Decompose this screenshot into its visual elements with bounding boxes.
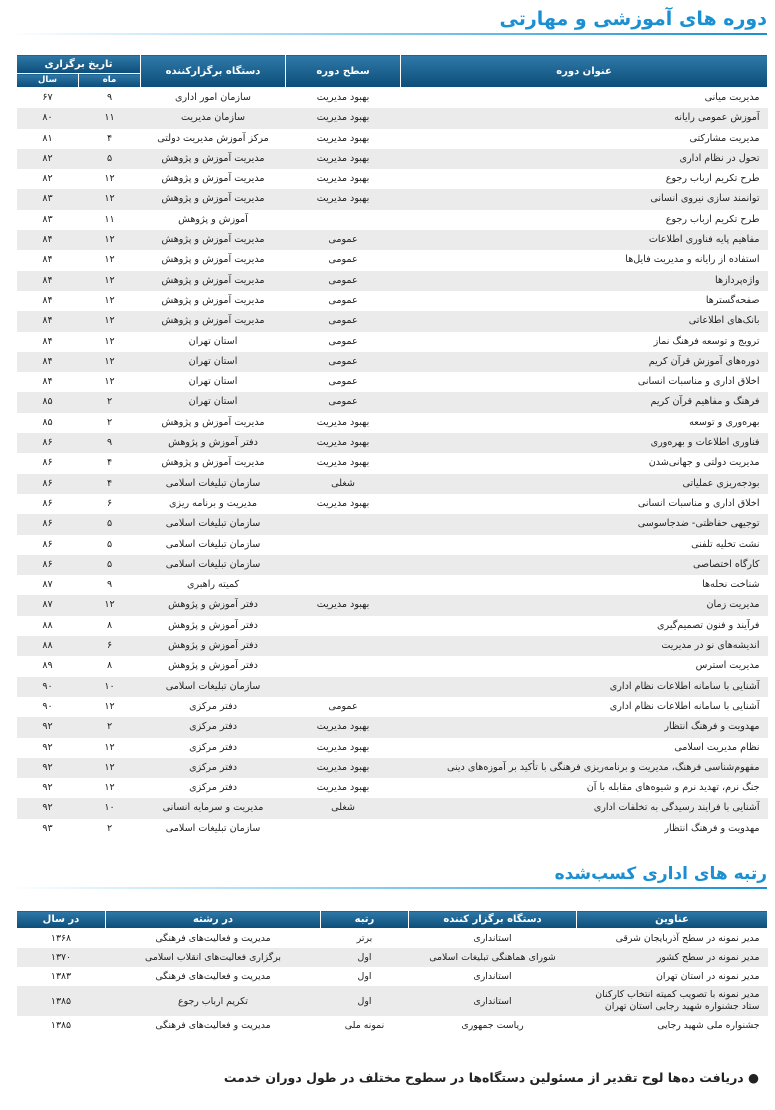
month-cell: ۱۲ — [79, 189, 141, 209]
table-row — [17, 514, 768, 534]
organizer-cell: سازمان تبلیغات اسلامی — [141, 555, 286, 575]
level-cell: عمومی — [286, 372, 401, 392]
course-title-cell: آموزش عمومی رایانه — [401, 108, 768, 128]
level-cell: بهبود مدیریت — [286, 88, 401, 109]
month-cell: ۴ — [79, 129, 141, 149]
year-cell: ۶۷ — [17, 88, 79, 109]
level-cell: بهبود مدیریت — [286, 738, 401, 758]
organizer-cell: مدیریت و برنامه ریزی — [141, 494, 286, 514]
organizer-cell: مدیریت آموزش و پژوهش — [141, 149, 286, 169]
rank-organizer-cell: استانداری — [409, 967, 577, 986]
course-title-cell: مهدویت و فرهنگ انتظار — [401, 819, 768, 839]
level-cell — [286, 656, 401, 676]
year-cell: ۸۴ — [17, 372, 79, 392]
course-title-cell: آشنایی با سامانه اطلاعات نظام اداری — [401, 677, 768, 697]
level-cell: عمومی — [286, 311, 401, 331]
course-title-cell: واژه‌پردازها — [401, 271, 768, 291]
year-cell: ۸۴ — [17, 332, 79, 352]
month-cell: ۲ — [79, 819, 141, 839]
table-row — [17, 595, 768, 615]
year-cell: ۸۷ — [17, 575, 79, 595]
rank-title-cell: مدیر نمونه با تصویب کمیته انتخاب کارکنان ستاد جشنواره شهید رجایی استان تهران — [577, 986, 768, 1016]
level-cell: بهبود مدیریت — [286, 108, 401, 128]
year-cell: ۸۴ — [17, 250, 79, 270]
month-cell: ۲ — [79, 392, 141, 412]
table-row — [17, 929, 768, 949]
month-cell: ۴ — [79, 453, 141, 473]
course-title-cell: آشنایی با سامانه اطلاعات نظام اداری — [401, 697, 768, 717]
level-cell: بهبود مدیریت — [286, 758, 401, 778]
month-cell: ۱۱ — [79, 210, 141, 230]
year-cell: ۸۷ — [17, 595, 79, 615]
year-cell: ۸۳ — [17, 210, 79, 230]
month-cell: ۴ — [79, 474, 141, 494]
month-cell: ۱۲ — [79, 311, 141, 331]
month-cell: ۲ — [79, 413, 141, 433]
table-row — [17, 535, 768, 555]
course-title-cell: طرح تکریم ارباب رجوع — [401, 169, 768, 189]
month-cell: ۵ — [79, 514, 141, 534]
course-title-cell: دوره‌های آموزش قرآن کریم — [401, 352, 768, 372]
table-row — [17, 311, 768, 331]
table-row — [17, 474, 768, 494]
year-cell: ۸۵ — [17, 413, 79, 433]
courses-table — [16, 54, 768, 839]
level-cell: بهبود مدیریت — [286, 413, 401, 433]
level-cell — [286, 210, 401, 230]
course-title-cell: توانمند سازی نیروی انسانی — [401, 189, 768, 209]
level-cell: بهبود مدیریت — [286, 129, 401, 149]
rank-cell: اول — [321, 948, 409, 967]
course-title-cell: مدیریت میانی — [401, 88, 768, 109]
month-cell: ۵ — [79, 149, 141, 169]
rank-organizer-cell: استانداری — [409, 986, 577, 1016]
organizer-cell: سازمان مدیریت — [141, 108, 286, 128]
table-row — [17, 129, 768, 149]
table-row — [17, 332, 768, 352]
course-title-cell: مفهوم‌شناسی فرهنگ، مدیریت و برنامه‌ریزی فرهنگی با تأکید بر آموزه‌های دینی — [401, 758, 768, 778]
level-cell: بهبود مدیریت — [286, 494, 401, 514]
level-cell — [286, 555, 401, 575]
organizer-cell: سازمان تبلیغات اسلامی — [141, 677, 286, 697]
section-courses-title: دوره های آموزشی و مهارتی — [499, 8, 767, 30]
table-row — [17, 88, 768, 109]
month-cell: ۱۲ — [79, 169, 141, 189]
month-cell: ۱۲ — [79, 595, 141, 615]
year-cell: ۸۶ — [17, 514, 79, 534]
year-cell: ۸۰ — [17, 108, 79, 128]
month-cell: ۱۲ — [79, 778, 141, 798]
year-cell: ۹۲ — [17, 717, 79, 737]
level-cell — [286, 819, 401, 839]
level-cell: عمومی — [286, 392, 401, 412]
organizer-cell: مدیریت آموزش و پژوهش — [141, 189, 286, 209]
course-title-cell: توجیهی حفاظتی- ضدجاسوسی — [401, 514, 768, 534]
level-cell: عمومی — [286, 352, 401, 372]
month-cell: ۵ — [79, 535, 141, 555]
course-title-cell: کارگاه اختصاصی — [401, 555, 768, 575]
rank-title-cell: جشنواره ملی شهید رجایی — [577, 1016, 768, 1035]
course-title-cell: مدیریت دولتی و جهانی‌شدن — [401, 453, 768, 473]
course-title-cell: بهره‌وری و توسعه — [401, 413, 768, 433]
year-cell: ۹۲ — [17, 758, 79, 778]
year-cell: ۸۲ — [17, 149, 79, 169]
organizer-cell: استان تهران — [141, 352, 286, 372]
rank-cell: برتر — [321, 929, 409, 949]
section-courses-divider — [8, 33, 767, 35]
organizer-cell: آموزش و پژوهش — [141, 210, 286, 230]
organizer-cell: دفتر آموزش و پژوهش — [141, 636, 286, 656]
header-date-group: تاریخ برگزاری — [17, 55, 141, 74]
course-title-cell: مدیریت مشارکتی — [401, 129, 768, 149]
level-cell — [286, 535, 401, 555]
year-cell: ۸۸ — [17, 616, 79, 636]
table-row — [17, 453, 768, 473]
course-title-cell: ترویج و توسعه فرهنگ نماز — [401, 332, 768, 352]
course-title-cell: مدیریت استرس — [401, 656, 768, 676]
year-cell: ۸۲ — [17, 169, 79, 189]
level-cell: عمومی — [286, 697, 401, 717]
year-cell: ۸۹ — [17, 656, 79, 676]
organizer-cell: دفتر آموزش و پژوهش — [141, 595, 286, 615]
month-cell: ۱۲ — [79, 250, 141, 270]
level-cell — [286, 616, 401, 636]
section-ranks-title: رتبه های اداری کسب‌شده — [554, 864, 767, 884]
year-cell: ۹۲ — [17, 798, 79, 818]
table-row — [17, 271, 768, 291]
organizer-cell: مدیریت آموزش و پژوهش — [141, 271, 286, 291]
table-row — [17, 413, 768, 433]
year-cell: ۸۶ — [17, 453, 79, 473]
level-cell: بهبود مدیریت — [286, 595, 401, 615]
table-row — [17, 250, 768, 270]
organizer-cell: دفتر مرکزی — [141, 778, 286, 798]
course-title-cell: مفاهیم پایه فناوری اطلاعات — [401, 230, 768, 250]
organizer-cell: سازمان تبلیغات اسلامی — [141, 474, 286, 494]
month-cell: ۸ — [79, 616, 141, 636]
table-row — [17, 433, 768, 453]
year-cell: ۸۴ — [17, 311, 79, 331]
organizer-cell: سازمان تبلیغات اسلامی — [141, 819, 286, 839]
course-title-cell: اخلاق اداری و مناسبات انسانی — [401, 494, 768, 514]
level-cell: عمومی — [286, 230, 401, 250]
course-title-cell: اخلاق اداری و مناسبات انسانی — [401, 372, 768, 392]
rank-cell: اول — [321, 986, 409, 1016]
organizer-cell: مدیریت آموزش و پژوهش — [141, 453, 286, 473]
organizer-cell: سازمان تبلیغات اسلامی — [141, 514, 286, 534]
field-cell: برگزاری فعالیت‌های انقلاب اسلامی — [106, 948, 321, 967]
rank-year-cell: ۱۳۸۵ — [17, 986, 106, 1016]
rank-title-cell: مدیر نمونه در سطح کشور — [577, 948, 768, 967]
year-cell: ۸۶ — [17, 555, 79, 575]
header-titles: عناوین — [577, 911, 768, 929]
month-cell: ۶ — [79, 636, 141, 656]
organizer-cell: استان تهران — [141, 372, 286, 392]
month-cell: ۱۲ — [79, 758, 141, 778]
table-row — [17, 819, 768, 839]
table-row — [17, 210, 768, 230]
rank-cell: نمونه ملی — [321, 1016, 409, 1035]
year-cell: ۸۴ — [17, 352, 79, 372]
header-rank: رتبه — [321, 911, 409, 929]
commendations-bullet — [16, 1070, 759, 1085]
table-row — [17, 372, 768, 392]
year-cell: ۸۴ — [17, 230, 79, 250]
table-row — [17, 494, 768, 514]
table-row — [17, 948, 768, 967]
organizer-cell: استان تهران — [141, 332, 286, 352]
course-title-cell: اندیشه‌های نو در مدیریت — [401, 636, 768, 656]
rank-year-cell: ۱۳۸۵ — [17, 1016, 106, 1035]
month-cell: ۱۲ — [79, 738, 141, 758]
course-title-cell: آشنایی با فرایند رسیدگی به تخلفات اداری — [401, 798, 768, 818]
organizer-cell: مدیریت آموزش و پژوهش — [141, 413, 286, 433]
organizer-cell: دفتر آموزش و پژوهش — [141, 616, 286, 636]
level-cell: بهبود مدیریت — [286, 433, 401, 453]
table-row — [17, 291, 768, 311]
table-row — [17, 778, 768, 798]
rank-title-cell: مدیر نمونه در سطح آذربایجان شرقی — [577, 929, 768, 949]
level-cell: شغلی — [286, 474, 401, 494]
section-courses-header — [8, 8, 767, 35]
organizer-cell: دفتر مرکزی — [141, 738, 286, 758]
table-row — [17, 986, 768, 1016]
organizer-cell: کمیته راهبری — [141, 575, 286, 595]
organizer-cell: مدیریت آموزش و پژوهش — [141, 169, 286, 189]
course-title-cell: فرآیند و فنون تصمیم‌گیری — [401, 616, 768, 636]
month-cell: ۱۲ — [79, 332, 141, 352]
month-cell: ۹ — [79, 575, 141, 595]
table-row — [17, 697, 768, 717]
field-cell: تکریم ارباب رجوع — [106, 986, 321, 1016]
table-row — [17, 677, 768, 697]
course-title-cell: صفحه‌گسترها — [401, 291, 768, 311]
course-title-cell: فناوری اطلاعات و بهره‌وری — [401, 433, 768, 453]
month-cell: ۱۰ — [79, 798, 141, 818]
month-cell: ۶ — [79, 494, 141, 514]
level-cell: عمومی — [286, 291, 401, 311]
level-cell: عمومی — [286, 332, 401, 352]
year-cell: ۹۲ — [17, 738, 79, 758]
level-cell — [286, 677, 401, 697]
level-cell: بهبود مدیریت — [286, 189, 401, 209]
month-cell: ۵ — [79, 555, 141, 575]
month-cell: ۲ — [79, 717, 141, 737]
table-row — [17, 1016, 768, 1035]
year-cell: ۸۶ — [17, 433, 79, 453]
table-row — [17, 967, 768, 986]
month-cell: ۹ — [79, 433, 141, 453]
field-cell: مدیریت و فعالیت‌های فرهنگی — [106, 967, 321, 986]
month-cell: ۱۲ — [79, 697, 141, 717]
section-ranks-divider — [8, 887, 767, 889]
organizer-cell: مدیریت آموزش و پژوهش — [141, 311, 286, 331]
table-row — [17, 636, 768, 656]
table-row — [17, 352, 768, 372]
header-field: در رشته — [106, 911, 321, 929]
course-title-cell: جنگ نرم، تهدید نرم و شیوه‌های مقابله با آن — [401, 778, 768, 798]
month-cell: ۱۱ — [79, 108, 141, 128]
table-row — [17, 189, 768, 209]
organizer-cell: دفتر مرکزی — [141, 758, 286, 778]
field-cell: مدیریت و فعالیت‌های فرهنگی — [106, 929, 321, 949]
rank-organizer-cell: ریاست جمهوری — [409, 1016, 577, 1035]
month-cell: ۹ — [79, 88, 141, 109]
ranks-table — [16, 910, 768, 1035]
header-level: سطح دوره — [286, 55, 401, 88]
organizer-cell: مدیریت آموزش و پژوهش — [141, 250, 286, 270]
level-cell: بهبود مدیریت — [286, 453, 401, 473]
field-cell: مدیریت و فعالیت‌های فرهنگی — [106, 1016, 321, 1035]
organizer-cell: دفتر مرکزی — [141, 717, 286, 737]
course-title-cell: استفاده از رایانه و مدیریت فایل‌ها — [401, 250, 768, 270]
course-title-cell: بودجه‌ریزی عملیاتی — [401, 474, 768, 494]
course-title-cell: مدیریت زمان — [401, 595, 768, 615]
level-cell: بهبود مدیریت — [286, 169, 401, 189]
table-row — [17, 108, 768, 128]
organizer-cell: مدیریت و سرمایه انسانی — [141, 798, 286, 818]
level-cell — [286, 636, 401, 656]
header-rank-organizer: دستگاه برگزار کننده — [409, 911, 577, 929]
year-cell: ۹۳ — [17, 819, 79, 839]
year-cell: ۸۶ — [17, 474, 79, 494]
month-cell: ۱۲ — [79, 230, 141, 250]
table-row — [17, 149, 768, 169]
year-cell: ۸۴ — [17, 291, 79, 311]
table-row — [17, 575, 768, 595]
organizer-cell: دفتر مرکزی — [141, 697, 286, 717]
organizer-cell: سازمان تبلیغات اسلامی — [141, 535, 286, 555]
level-cell: بهبود مدیریت — [286, 149, 401, 169]
rank-cell: اول — [321, 967, 409, 986]
rank-title-cell: مدیر نمونه در استان تهران — [577, 967, 768, 986]
month-cell: ۱۲ — [79, 291, 141, 311]
level-cell: شغلی — [286, 798, 401, 818]
organizer-cell: استان تهران — [141, 392, 286, 412]
rank-year-cell: ۱۳۷۰ — [17, 948, 106, 967]
level-cell: عمومی — [286, 271, 401, 291]
organizer-cell: مرکز آموزش مدیریت دولتی — [141, 129, 286, 149]
table-row — [17, 392, 768, 412]
table-row — [17, 656, 768, 676]
table-row — [17, 169, 768, 189]
table-row — [17, 230, 768, 250]
table-row — [17, 798, 768, 818]
organizer-cell: دفتر آموزش و پژوهش — [141, 433, 286, 453]
organizer-cell: دفتر آموزش و پژوهش — [141, 656, 286, 676]
header-course-title: عنوان دوره — [401, 55, 768, 88]
organizer-cell: مدیریت آموزش و پژوهش — [141, 291, 286, 311]
course-title-cell: طرح تکریم ارباب رجوع — [401, 210, 768, 230]
month-cell: ۱۲ — [79, 352, 141, 372]
level-cell: عمومی — [286, 250, 401, 270]
month-cell: ۱۲ — [79, 271, 141, 291]
rank-year-cell: ۱۳۸۳ — [17, 967, 106, 986]
section-ranks-header — [8, 864, 767, 889]
year-cell: ۹۲ — [17, 778, 79, 798]
bullet-text: دریافت ده‌ها لوح تقدیر از مسئولین دستگاه‌ها در سطوح مختلف در طول دوران خدمت — [223, 1070, 744, 1085]
table-row — [17, 738, 768, 758]
rank-organizer-cell: استانداری — [409, 929, 577, 949]
header-month: ماه — [79, 74, 141, 88]
course-title-cell: بانک‌های اطلاعاتی — [401, 311, 768, 331]
table-row — [17, 717, 768, 737]
bullet-icon: ● — [743, 1070, 759, 1085]
level-cell — [286, 575, 401, 595]
course-title-cell: فرهنگ و مفاهیم قرآن کریم — [401, 392, 768, 412]
rank-organizer-cell: شورای هماهنگی تبلیغات اسلامی — [409, 948, 577, 967]
table-row — [17, 555, 768, 575]
year-cell: ۹۰ — [17, 677, 79, 697]
course-title-cell: تحول در نظام اداری — [401, 149, 768, 169]
level-cell: بهبود مدیریت — [286, 717, 401, 737]
year-cell: ۸۶ — [17, 535, 79, 555]
table-row — [17, 616, 768, 636]
year-cell: ۸۳ — [17, 189, 79, 209]
organizer-cell: مدیریت آموزش و پژوهش — [141, 230, 286, 250]
year-cell: ۸۸ — [17, 636, 79, 656]
year-cell: ۸۴ — [17, 271, 79, 291]
header-rank-year: در سال — [17, 911, 106, 929]
table-row — [17, 758, 768, 778]
year-cell: ۸۶ — [17, 494, 79, 514]
course-title-cell: نشت تخلیه تلفنی — [401, 535, 768, 555]
level-cell: بهبود مدیریت — [286, 778, 401, 798]
course-title-cell: نظام مدیریت اسلامی — [401, 738, 768, 758]
header-year: سال — [17, 74, 79, 88]
month-cell: ۱۰ — [79, 677, 141, 697]
ranks-table-body — [17, 929, 768, 1036]
courses-table-body — [17, 88, 768, 839]
organizer-cell: سازمان امور اداری — [141, 88, 286, 109]
year-cell: ۸۱ — [17, 129, 79, 149]
rank-year-cell: ۱۳۶۸ — [17, 929, 106, 949]
month-cell: ۸ — [79, 656, 141, 676]
course-title-cell: مهدویت و فرهنگ انتظار — [401, 717, 768, 737]
year-cell: ۸۵ — [17, 392, 79, 412]
level-cell — [286, 514, 401, 534]
year-cell: ۹۰ — [17, 697, 79, 717]
course-title-cell: شناخت نحله‌ها — [401, 575, 768, 595]
header-organizer: دستگاه برگزارکننده — [141, 55, 286, 88]
month-cell: ۱۲ — [79, 372, 141, 392]
